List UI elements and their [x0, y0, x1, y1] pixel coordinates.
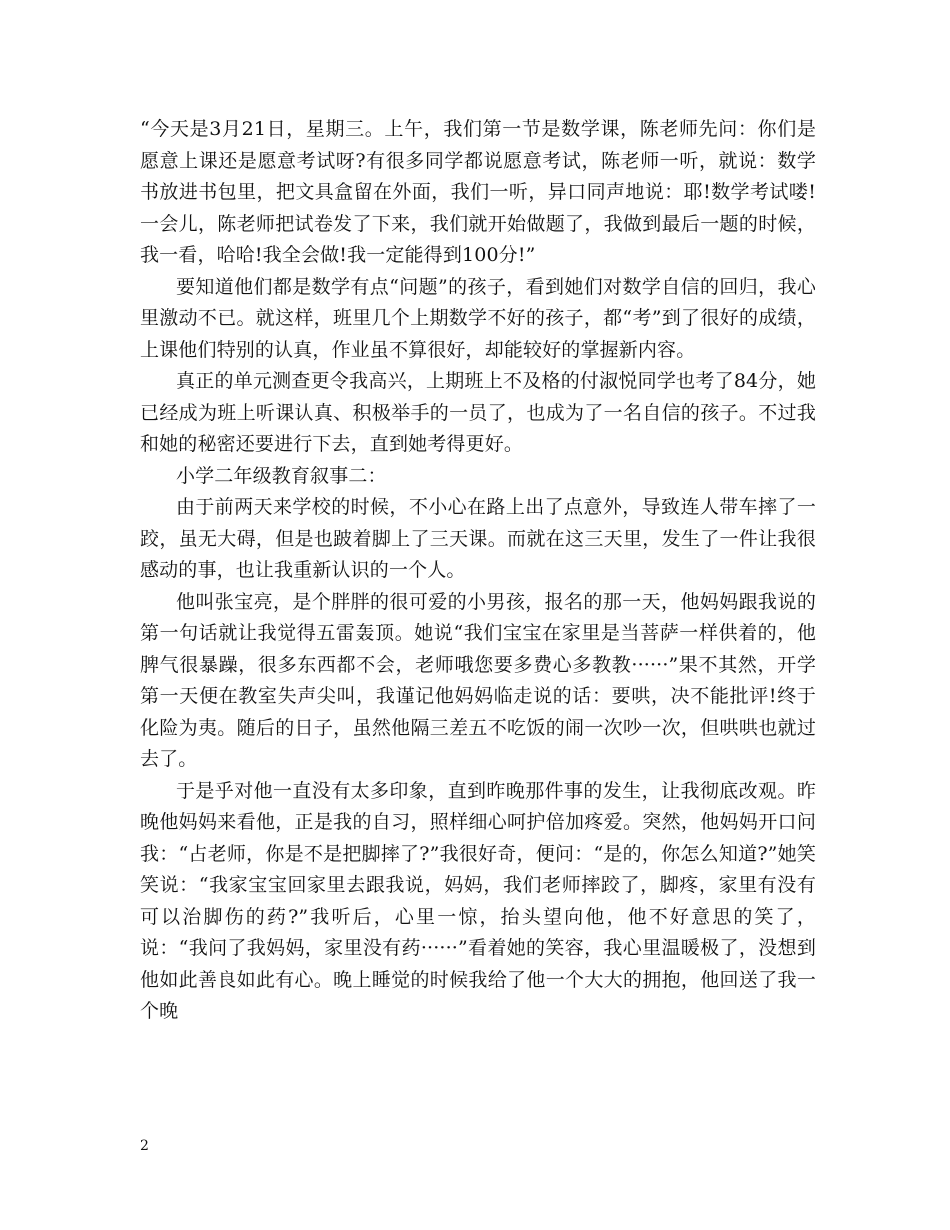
paragraph: 他叫张宝亮，是个胖胖的很可爱的小男孩，报名的那一天，他妈妈跟我说的第一句话就让我觉得五雷轰顶。她说“我们宝宝在家里是当菩萨一样供着的，他脾气很暴躁，很多东西都不会，老师哦您要多费心多教教······”果不其然，开学第一天便在教室失声尖叫，我谨记他妈妈临走说的话：要哄，决不能批评!终于化险为夷。随后的日子，虽然他隔三差五不吃饭的闹一次吵一次，但哄哄也就过去了。 [140, 590, 816, 770]
paragraph: 于是乎对他一直没有太多印象，直到昨晚那件事的发生，让我彻底改观。昨晚他妈妈来看他，正是我的自习，照样细心呵护倍加疼爱。突然，他妈妈开口问我：“占老师，你是不是把脚摔了?”我很好奇，便问：“是的，你怎么知道?”她笑笑说：“我家宝宝回家里去跟我说，妈妈，我们老师摔跤了，脚疼，家里有没有可以治脚伤的药?”我听后，心里一惊，抬头望向他，他不好意思的笑了，说：“我问了我妈妈，家里没有药······”看着她的笑容，我心里温暖极了，没想到他如此善良如此有心。晚上睡觉的时候我给了他一个大大的拥抱，他回送了我一个晚 [140, 779, 816, 1022]
paragraph: 真正的单元测查更令我高兴，上期班上不及格的付淑悦同学也考了84分，她已经成为班上听课认真、积极举手的一员了，也成为了一名自信的孩子。不过我和她的秘密还要进行下去，直到她考得更好。 [140, 370, 816, 455]
paragraph: 由于前两天来学校的时候，不小心在路上出了点意外，导致连人带车摔了一跤，虽无大碍，但是也跛着脚上了三天课。而就在这三天里，发生了一件让我很感动的事，也让我重新认识的一个人。 [140, 496, 816, 581]
section-heading: 小学二年级教育叙事二： [176, 464, 387, 487]
paragraph: “今天是3月21日，星期三。上午，我们第一节是数学课，陈老师先问：你们是愿意上课还是愿意考试呀?有很多同学都说愿意考试，陈老师一听，就说：数学书放进书包里，把文具盒留在外面，我们一听，异口同声地说：耶!数学考试喽!一会儿，陈老师把试卷发了下来，我们就开始做题了，我做到最后一题的时候，我一看，哈哈!我全会做!我一定能得到100分!” [140, 118, 816, 266]
page-number: 2 [140, 1138, 149, 1154]
document-body [140, 114, 816, 1028]
paragraph: 要知道他们都是数学有点“问题”的孩子，看到她们对数学自信的回归，我心里激动不已。就这样，班里几个上期数学不好的孩子，都“考”到了很好的成绩，上课他们特别的认真，作业虽不算很好，却能较好的掌握新内容。 [140, 275, 816, 361]
